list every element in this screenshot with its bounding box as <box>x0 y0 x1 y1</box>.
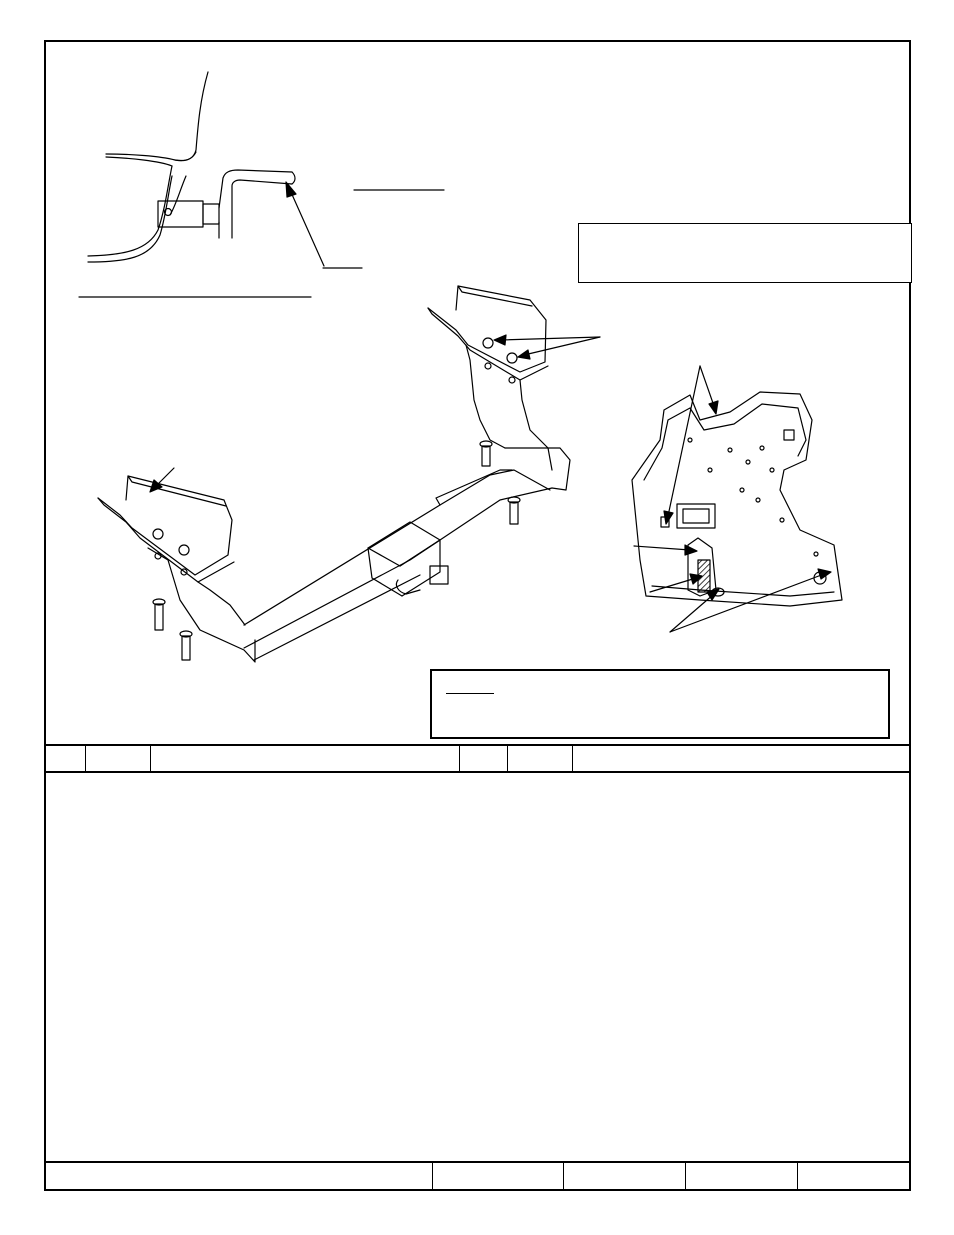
footer-divider <box>432 1162 433 1190</box>
footer-top-line <box>44 1161 911 1163</box>
note-label-underline <box>446 693 494 694</box>
parts-table-top-line <box>44 744 911 746</box>
parts-table-divider <box>85 745 86 772</box>
footer-divider <box>797 1162 798 1190</box>
parts-table-divider <box>572 745 573 772</box>
footer-divider <box>685 1162 686 1190</box>
parts-table-divider <box>459 745 460 772</box>
vehicle-frame-view <box>632 366 842 632</box>
note-box-top <box>578 223 912 283</box>
footer-divider <box>563 1162 564 1190</box>
parts-table-header-bottom-line <box>44 771 911 773</box>
hitch-assembly <box>98 286 600 662</box>
parts-table-divider <box>150 745 151 772</box>
parts-table-divider <box>507 745 508 772</box>
detail-view-bumper <box>79 72 444 297</box>
note-box-bottom <box>430 669 890 739</box>
